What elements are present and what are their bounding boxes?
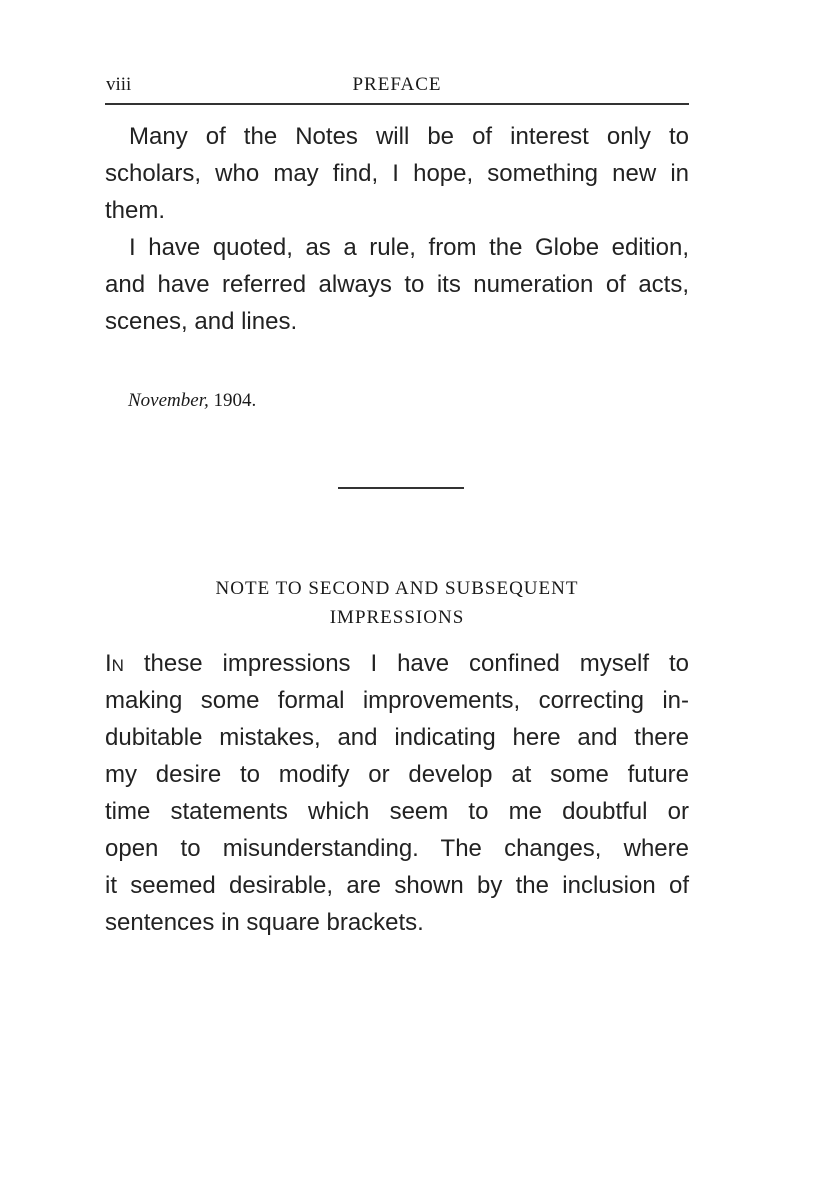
- initial-word: In: [105, 650, 124, 677]
- text-line: them.: [105, 197, 166, 224]
- text-line: [105, 649, 689, 679]
- text-line: I have quoted, as a rule, from the Globe edition,: [129, 234, 689, 261]
- text-line: sentences in square brackets.: [105, 909, 424, 936]
- note-heading-line2: IMPRESSIONS: [329, 607, 465, 628]
- text-line: scenes, and lines.: [105, 308, 298, 335]
- date-year: 1904.: [213, 390, 257, 411]
- section-divider: [338, 487, 464, 489]
- text-line: scholars, who may find, I hope, something new in: [105, 160, 689, 187]
- text-line: time statements which seem to me doubtful or: [105, 798, 689, 825]
- text-line: dubitable mistakes, and indicating here and there: [105, 724, 689, 751]
- text-span: these impressions I have confined myself to: [123, 650, 689, 677]
- header-rule: [105, 103, 689, 105]
- text-line: Many of the Notes will be of interest only to: [129, 123, 689, 150]
- text-line: my desire to modify or develop at some future: [105, 761, 689, 788]
- page-number: viii: [106, 74, 132, 95]
- text-line: open to misunderstanding. The changes, where: [105, 835, 689, 862]
- date-month: November,: [128, 390, 209, 411]
- date: [128, 390, 256, 412]
- note-heading-line1: NOTE TO SECOND AND SUBSEQUENT: [215, 578, 579, 599]
- text-line: it seemed desirable, are shown by the inclusion of: [105, 872, 689, 899]
- running-title: PREFACE: [352, 74, 442, 95]
- text-line: and have referred always to its numeration of acts,: [105, 271, 689, 298]
- text-line: making some formal improvements, correcting in-: [105, 687, 689, 714]
